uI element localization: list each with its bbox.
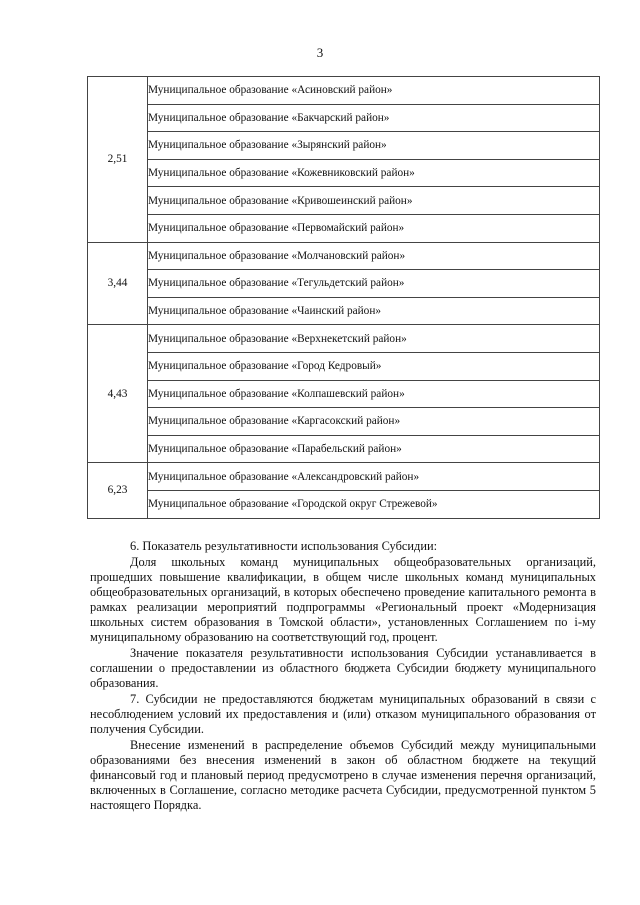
coefficient-cell: 4,43 bbox=[88, 325, 148, 463]
table-row bbox=[88, 159, 600, 187]
municipality-name-cell: Муниципальное образование «Молчановский район» bbox=[148, 242, 600, 270]
coefficient-cell: 6,23 bbox=[88, 463, 148, 518]
body-paragraph: 7. Субсидии не предоставляются бюджетам муниципальных образований в связи с несоблюдением условий их предоставления и (или) отказом муниципального образования от получения Субсидии. bbox=[90, 692, 596, 736]
municipality-name-cell: Муниципальное образование «Бакчарский район» bbox=[148, 104, 600, 132]
table-row bbox=[88, 242, 600, 270]
page-number: 3 bbox=[316, 45, 324, 60]
municipality-name-cell: Муниципальное образование «Чаинский район» bbox=[148, 297, 600, 325]
municipality-name-cell: Муниципальное образование «Верхнекетский район» bbox=[148, 325, 600, 353]
table-row bbox=[88, 352, 600, 380]
coefficient-cell: 3,44 bbox=[88, 242, 148, 325]
table-row bbox=[88, 325, 600, 353]
municipality-name-cell: Муниципальное образование «Каргасокский район» bbox=[148, 408, 600, 436]
table-row bbox=[88, 270, 600, 298]
table-row bbox=[88, 104, 600, 132]
municipality-name-cell: Муниципальное образование «Город Кедровый» bbox=[148, 352, 600, 380]
municipality-name-cell: Муниципальное образование «Асиновский район» bbox=[148, 77, 600, 105]
table-row bbox=[88, 380, 600, 408]
municipality-name-cell: Муниципальное образование «Кривошеинский район» bbox=[148, 187, 600, 215]
municipality-name-cell: Муниципальное образование «Колпашевский район» bbox=[148, 380, 600, 408]
municipality-name-cell: Муниципальное образование «Парабельский район» bbox=[148, 435, 600, 463]
table-body bbox=[88, 77, 600, 519]
table-row bbox=[88, 187, 600, 215]
municipality-name-cell: Муниципальное образование «Александровский район» bbox=[148, 463, 600, 491]
municipality-name-cell: Муниципальное образование «Городской округ Стрежевой» bbox=[148, 490, 600, 518]
body-text bbox=[90, 539, 596, 813]
table-row bbox=[88, 214, 600, 242]
table-row bbox=[88, 435, 600, 463]
municipality-name-cell: Муниципальное образование «Зырянский район» bbox=[148, 132, 600, 160]
body-paragraph: Доля школьных команд муниципальных общеобразовательных организаций, прошедших повышение квалификации, в общем числе школьных команд муниципальных общеобразовательных организаций, в которых обеспечено проведение капитального ремонта в рамках реализации мероприятий подпрограммы «Региональный проект «Модернизация школьных систем образования в Томской области», установленных Соглашением по i-му муниципальному образованию на соответствующий год, процент. bbox=[90, 555, 596, 644]
municipality-name-cell: Муниципальное образование «Тегульдетский район» bbox=[148, 270, 600, 298]
municipality-name-cell: Муниципальное образование «Кожевниковский район» bbox=[148, 159, 600, 187]
section-heading: 6. Показатель результативности использования Субсидии: bbox=[130, 539, 438, 553]
table-row bbox=[88, 297, 600, 325]
table-row bbox=[88, 132, 600, 160]
table-row bbox=[88, 77, 600, 105]
table-row bbox=[88, 463, 600, 491]
table-row bbox=[88, 490, 600, 518]
table-row bbox=[88, 408, 600, 436]
coefficient-table bbox=[87, 76, 600, 519]
body-paragraph: Внесение изменений в распределение объемов Субсидий между муниципальными образованиями без внесения изменений в закон об областном бюджете на текущий финансовый год и плановый период предусмотрено в случае изменения перечня организаций, включенных в Соглашение, согласно методике расчета Субсидии, предусмотренной пунктом 5 настоящего Порядка. bbox=[90, 738, 596, 812]
municipality-name-cell: Муниципальное образование «Первомайский район» bbox=[148, 214, 600, 242]
body-paragraph: Значение показателя результативности использования Субсидии устанавливается в соглашении о предоставлении из областного бюджета Субсидии бюджету муниципального образования. bbox=[90, 646, 596, 690]
coefficient-cell: 2,51 bbox=[88, 77, 148, 243]
